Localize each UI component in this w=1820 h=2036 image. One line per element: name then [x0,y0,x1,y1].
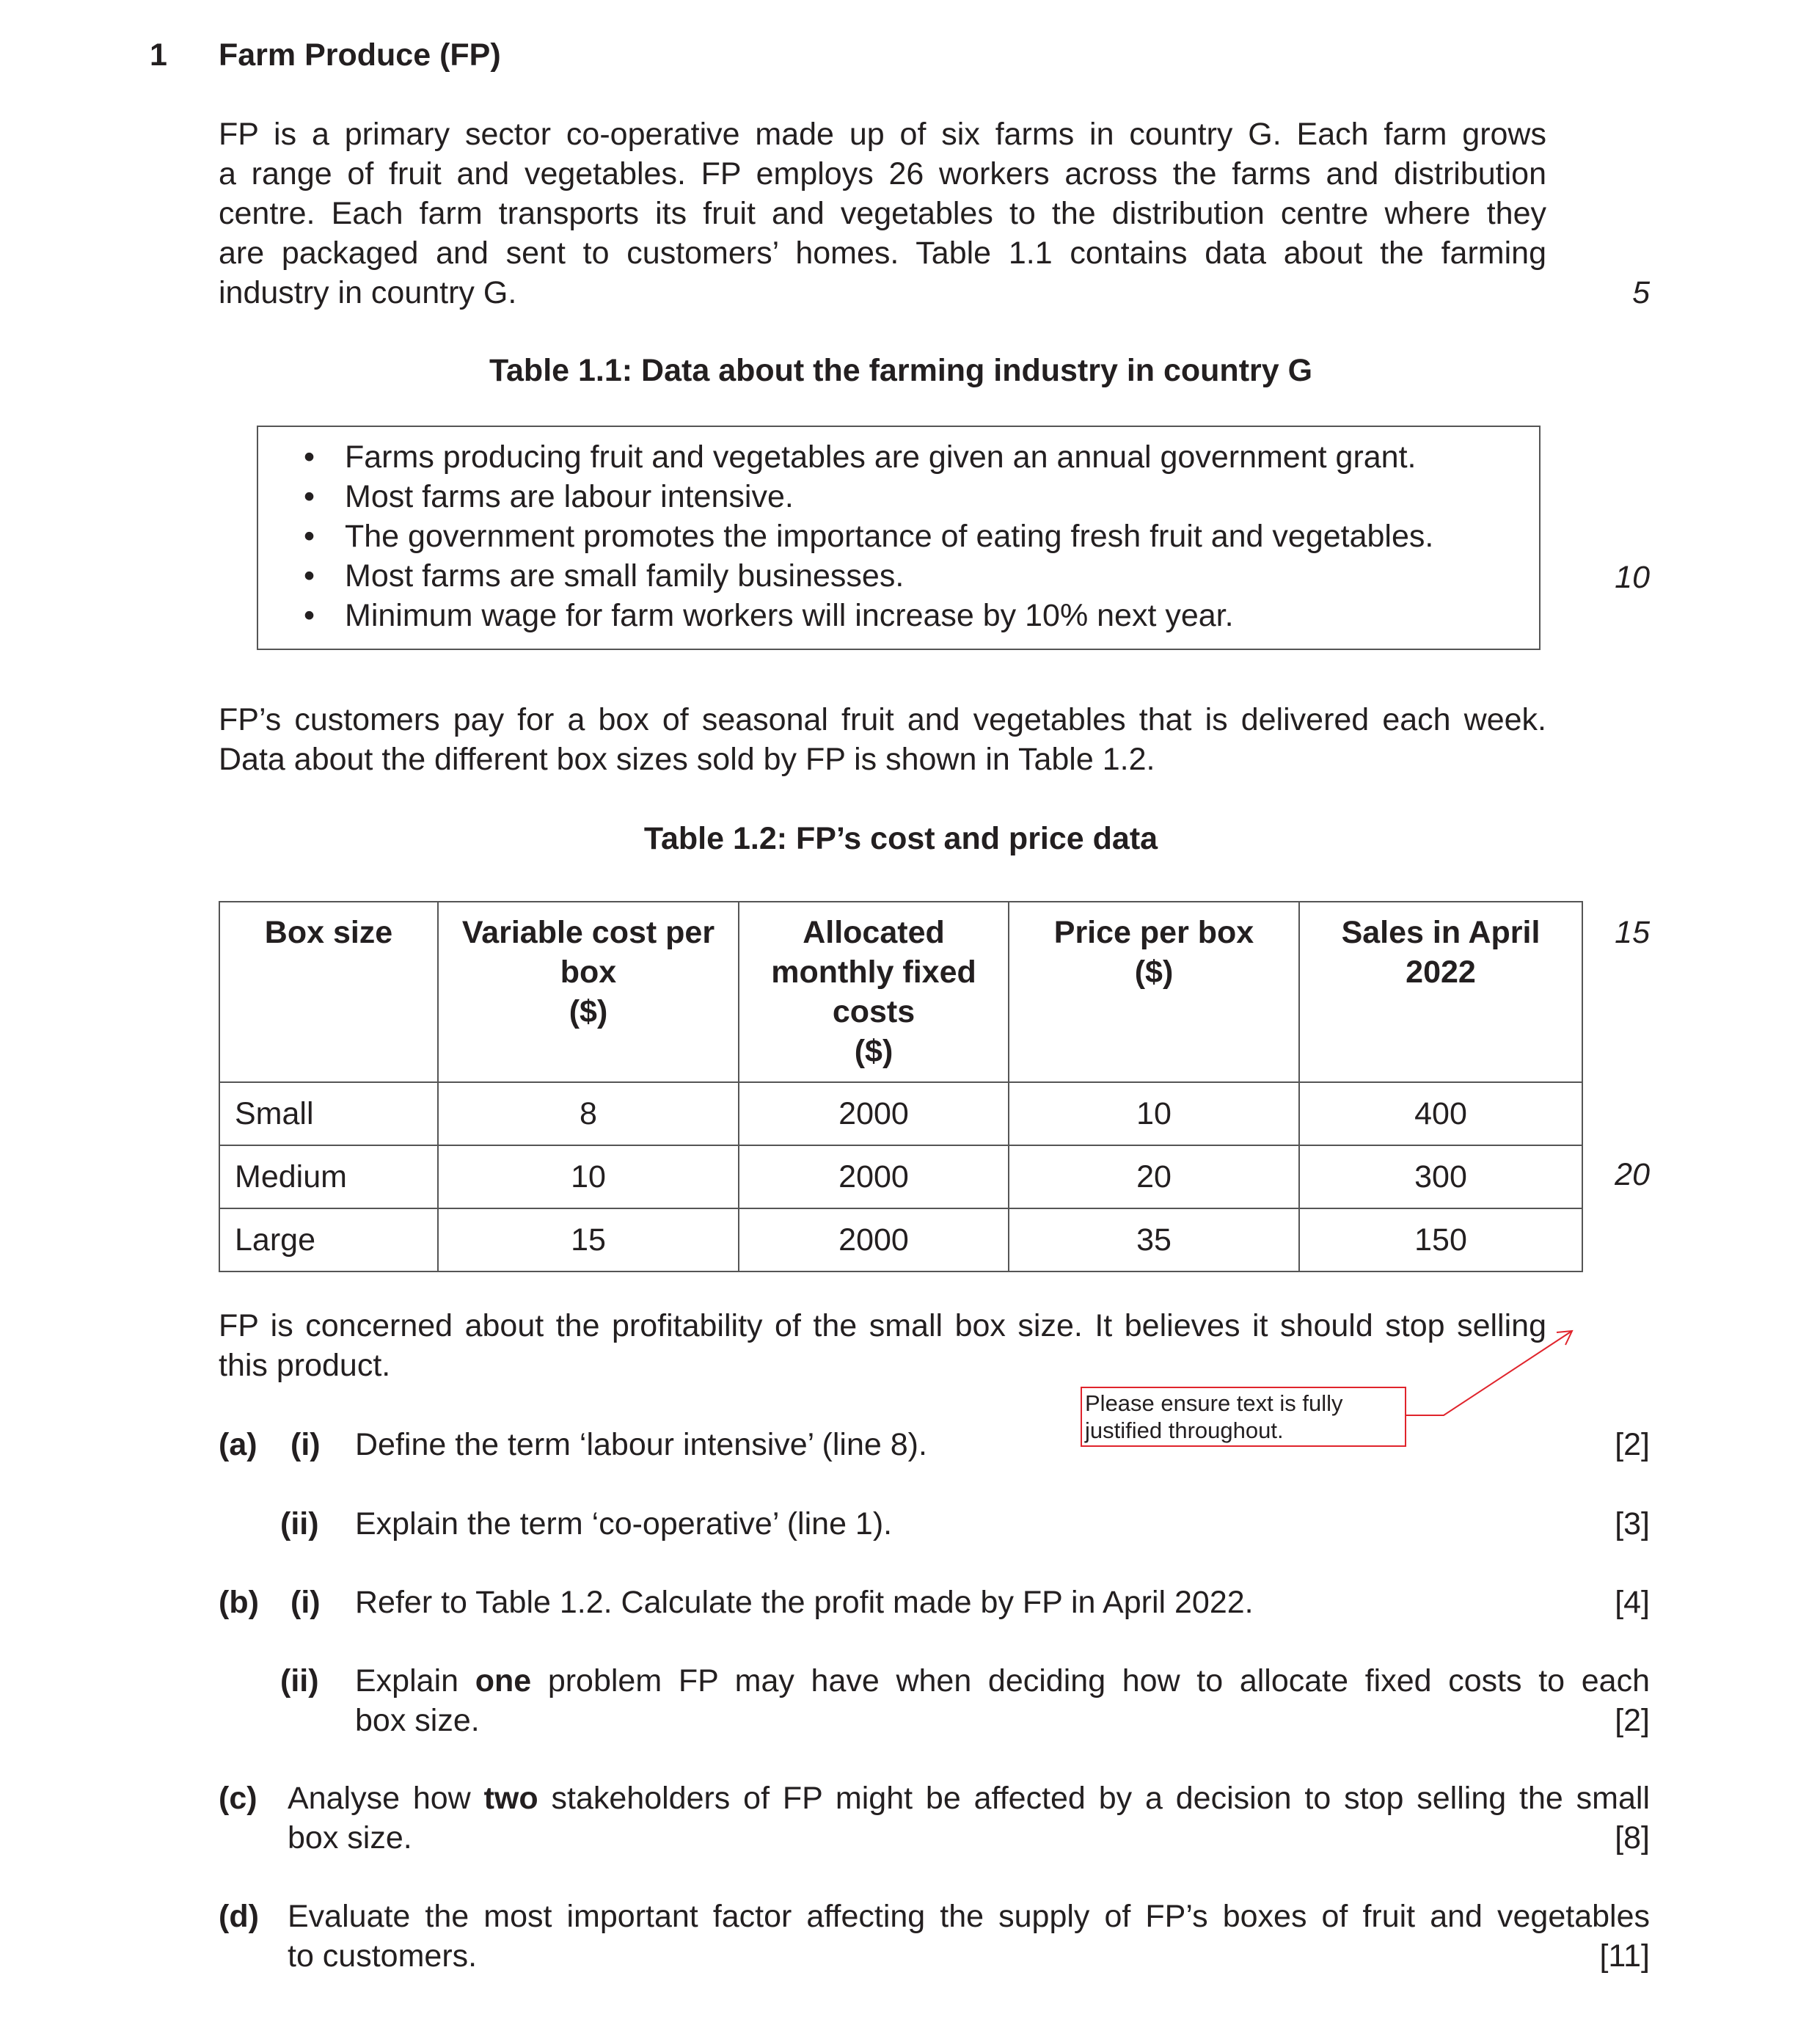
header-line: box [560,955,617,990]
part-a-i-mark: [2] [1615,1427,1650,1462]
review-comment[interactable]: Please ensure text is fully justified throughout. [1081,1387,1406,1447]
part-b-i-label: (i) [290,1585,321,1620]
bullet-icon: • [304,519,315,554]
column-header [1299,902,1582,1082]
bullet-icon: • [304,558,315,594]
part-b-ii-line: box size. [355,1703,480,1738]
text-run: Explain [355,1663,475,1699]
text-run: stakeholders of FP might be affected by a decision to stop selling the small [538,1781,1650,1816]
table-1-1-caption: Table 1.1: Data about the farming industry in country G [489,353,1313,388]
list-item [258,477,1539,517]
part-b-i-mark: [4] [1615,1585,1650,1620]
list-item-text: Farms producing fruit and vegetables are given an annual government grant. [345,439,1417,475]
emphasis: two [483,1781,538,1816]
table-cell: 8 [438,1082,739,1145]
part-d-text [288,1897,1650,1976]
bullet-icon: • [304,439,315,475]
header-line: Allocated [803,915,945,950]
part-a-ii-text: Explain the term ‘co-operative’ (line 1). [355,1506,893,1541]
line-number-5: 5 [1632,275,1650,310]
part-c-text [288,1778,1650,1858]
table-cell: 35 [1009,1208,1299,1271]
list-item [258,517,1539,556]
table-1-1-list [258,427,1539,635]
list-item-text: The government promotes the importance of eating fresh fruit and vegetables. [345,519,1434,554]
table-1-2 [219,901,1583,1272]
table-cell: 20 [1009,1145,1299,1208]
part-a-label: (a) [219,1427,257,1462]
table-row [219,1208,1582,1271]
column-header [1009,902,1299,1082]
text-run: Analyse how [288,1781,484,1816]
para2-line: Data about the different box sizes sold by FP is shown in Table 1.2. [219,742,1155,777]
table-row [219,1082,1582,1145]
intro-line: centre. Each farm transports its fruit and vegetables to the distribution centre where they [219,196,1546,231]
part-d-mark: [11] [1599,1938,1650,1974]
part-b-i-text: Refer to Table 1.2. Calculate the profit made by FP in April 2022. [355,1585,1254,1620]
part-d-label: (d) [219,1899,259,1934]
line-number-10: 10 [1615,560,1650,595]
intro-line: FP is a primary sector co-operative made up of six farms in country G. Each farm grows [219,117,1546,152]
table-cell: 400 [1299,1082,1582,1145]
bullet-icon: • [304,598,315,633]
table-1-2-caption: Table 1.2: FP’s cost and price data [643,821,1158,856]
header-line: Variable cost per [461,915,715,950]
emphasis: one [475,1663,532,1699]
text-run: problem FP may have when deciding how to allocate fixed costs to each [531,1663,1650,1699]
list-item [258,437,1539,477]
part-a-ii-mark: [3] [1615,1506,1650,1541]
table-cell: 10 [1009,1082,1299,1145]
table-cell: Large [219,1208,438,1271]
header-line: Sales in April [1341,915,1541,950]
table-cell: 300 [1299,1145,1582,1208]
list-item-text: Most farms are labour intensive. [345,479,794,514]
part-d-line: Evaluate the most important factor affecting the supply of FP’s boxes of fruit and vegetables [288,1899,1650,1934]
header-line: monthly fixed [771,955,976,990]
para3-line: this product. [219,1348,391,1383]
intro-line: are packaged and sent to customers’ homes. Table 1.1 contains data about the farming [219,236,1546,271]
part-a-i-label: (i) [290,1427,321,1462]
line-number-15: 15 [1615,915,1650,950]
part-b-ii-label: (ii) [280,1663,319,1699]
column-header [739,902,1009,1082]
intro-paragraph [219,114,1546,313]
intro-line: a range of fruit and vegetables. FP employs 26 workers across the farms and distribution [219,156,1546,191]
part-a-i-text: Define the term ‘labour intensive’ (line 8). [355,1427,927,1462]
header-line: ($) [1134,955,1174,990]
paragraph-3 [219,1306,1546,1385]
question-number: 1 [150,37,167,73]
part-c-label: (c) [219,1781,257,1816]
part-c-mark: [8] [1615,1820,1650,1856]
part-b-ii-text [355,1661,1650,1740]
para2-line: FP’s customers pay for a box of seasonal fruit and vegetables that is delivered each week. [219,702,1546,737]
part-b-label: (b) [219,1585,259,1620]
column-header [438,902,739,1082]
table-cell: 150 [1299,1208,1582,1271]
question-title: Farm Produce (FP) [219,37,501,73]
table-cell: 10 [438,1145,739,1208]
bullet-icon: • [304,479,315,514]
header-line: ($) [854,1034,893,1069]
header-line: Price per box [1053,915,1254,950]
table-cell: Medium [219,1145,438,1208]
list-item [258,556,1539,596]
intro-line: industry in country G. [219,275,517,310]
paragraph-2 [219,700,1546,779]
header-line: Box size [264,915,393,950]
table-cell: Small [219,1082,438,1145]
line-number-20: 20 [1615,1157,1650,1192]
table-header-row [219,902,1582,1082]
list-item-text: Minimum wage for farm workers will increase by 10% next year. [345,598,1234,633]
header-line: costs [832,994,916,1029]
column-header [219,902,438,1082]
table-1-1-box [257,426,1541,650]
part-a-ii-label: (ii) [280,1506,319,1541]
table-cell: 2000 [739,1208,1009,1271]
part-c-line: box size. [288,1820,412,1856]
part-b-ii-line [355,1661,1650,1701]
header-line: 2022 [1406,955,1476,990]
header-line: ($) [569,994,608,1029]
list-item-text: Most farms are small family businesses. [345,558,904,594]
table-cell: 15 [438,1208,739,1271]
table-cell: 2000 [739,1145,1009,1208]
part-d-line: to customers. [288,1938,478,1974]
table-row [219,1145,1582,1208]
part-b-ii-mark: [2] [1615,1703,1650,1738]
part-c-line [288,1778,1650,1818]
para3-line: FP is concerned about the profitability of the small box size. It believes it should stop selling [219,1308,1546,1343]
table-cell: 2000 [739,1082,1009,1145]
list-item [258,596,1539,635]
